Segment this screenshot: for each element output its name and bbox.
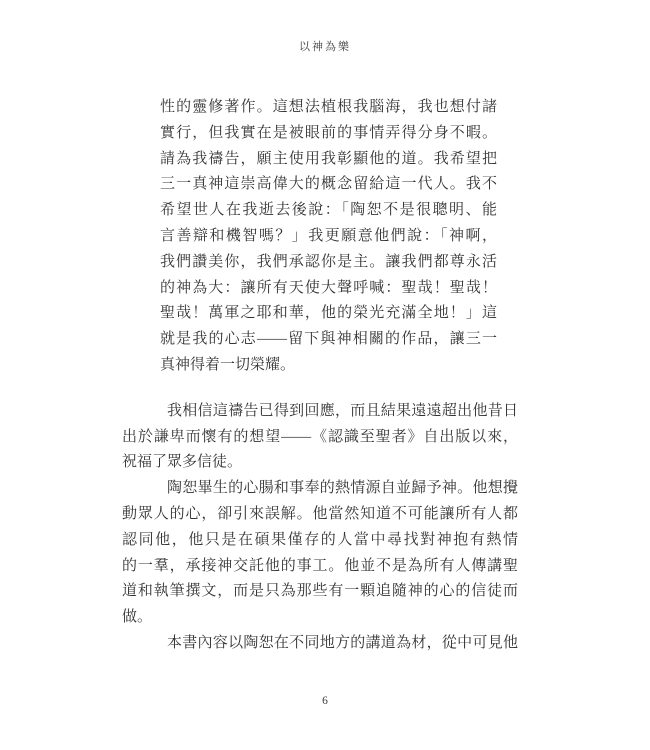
text-line: 認同他，他只是在碩果僅存的人當中尋找對神抱有熱情 — [122, 531, 518, 548]
text-line: 真神得着一切榮耀。 — [160, 356, 296, 373]
text-line: 請為我禱告，願主使用我彰顯他的道。我希望把 — [160, 150, 497, 167]
text-line: 聖哉！萬軍之耶和華，他的榮光充滿全地！」這 — [160, 305, 497, 322]
text-line: 道和執筆撰文，而是只為那些有一顆追隨神的心的信徒而 — [122, 583, 518, 600]
text-line: 做。 — [122, 609, 153, 626]
text-line: 祝福了眾多信徒。 — [122, 454, 243, 471]
text-line: 就是我的心志——留下與神相關的作品，讓三一 — [160, 331, 497, 348]
text-line: 陶恕畢生的心腸和事奉的熱情源自並歸予神。他想攪 — [167, 480, 518, 497]
text-line: 動眾人的心，卻引來誤解。他當然知道不可能讓所有人都 — [122, 505, 518, 522]
text-line: 出於謙卑而懷有的想望——《認識至聖者》自出版以來， — [122, 428, 518, 445]
text-line: 本書內容以陶恕在不同地方的講道為材，從中可見他 — [167, 634, 518, 651]
block-quote — [160, 95, 497, 379]
page-content — [122, 95, 518, 657]
text-line: 實行，但我實在是被眼前的事情弄得分身不暇。 — [160, 124, 497, 141]
text-line: 的神為大：讓所有天使大聲呼喊：聖哉！聖哉！ — [160, 279, 497, 296]
text-line: 言善辯和機智嗎？」我更願意他們說：「神啊， — [160, 227, 497, 244]
paragraph — [122, 476, 518, 631]
paragraph — [122, 399, 518, 476]
page-number: 6 — [322, 695, 328, 707]
text-line: 性的靈修著作。這想法植根我腦海，我也想付諸 — [160, 99, 497, 115]
text-line: 希望世人在我逝去後說：「陶恕不是很聰明、能 — [160, 202, 497, 219]
text-line: 我們讚美你，我們承認你是主。讓我們都尊永活 — [160, 253, 497, 270]
paragraph — [122, 631, 518, 657]
text-line: 我相信這禱告已得到回應，而且結果遠遠超出他昔日 — [167, 402, 518, 419]
text-line: 的一羣，承接神交託他的事工。他並不是為所有人傳講聖 — [122, 557, 518, 574]
running-header: 以神為樂 — [299, 41, 351, 53]
text-line: 三一真神這崇高偉大的概念留給這一代人。我不 — [160, 176, 497, 193]
